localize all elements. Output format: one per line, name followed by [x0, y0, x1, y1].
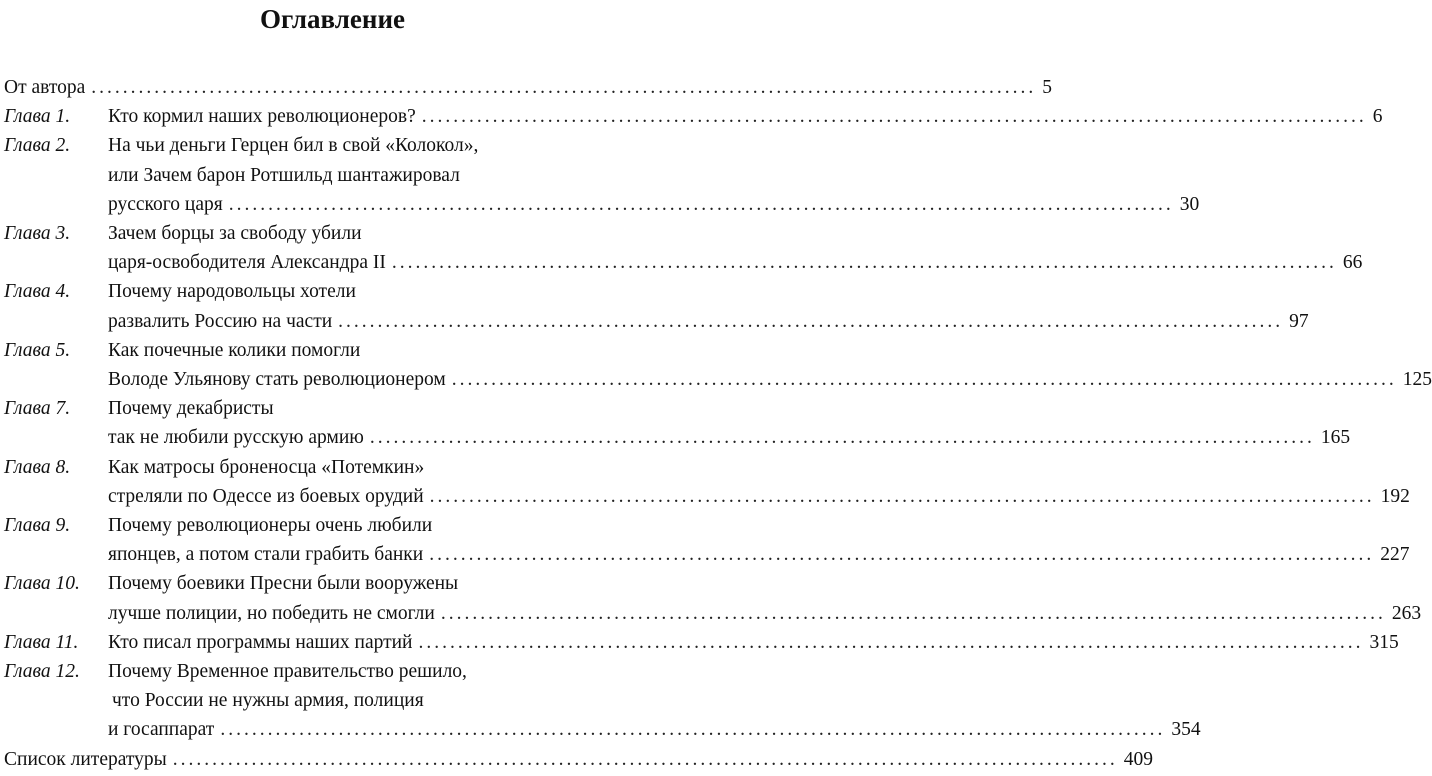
page-number: 354 — [1171, 719, 1201, 741]
chapter-title-line: Почему Временное правительство решило, — [108, 661, 467, 682]
chapter-title-line: Зачем борцы за свободу убили — [108, 223, 362, 244]
page-number: 165 — [1320, 427, 1351, 449]
chapter-title-line: японцев, а потом стали грабить банки — [108, 544, 424, 566]
toc-line — [0, 222, 663, 248]
dot-leader: ........................................................................................................................ — [338, 310, 1284, 332]
toc-line — [0, 426, 1351, 452]
toc-line — [0, 718, 1201, 744]
chapter-title-line: Список литературы — [4, 748, 167, 770]
toc-line — [0, 310, 1309, 336]
page-number: 227 — [1380, 544, 1410, 566]
toc-line — [0, 193, 1200, 219]
page-number: 125 — [1402, 369, 1432, 390]
chapter-number: Глава 10. — [4, 573, 80, 595]
toc-line — [0, 397, 663, 423]
page-number: 409 — [1123, 748, 1153, 770]
chapter-title-line: Кто писал программы наших партий — [108, 631, 413, 653]
chapter-title-line: Как матросы броненосца «Потемкин» — [108, 456, 425, 478]
dot-leader: ........................................................................................................................ — [429, 485, 1375, 507]
chapter-title-line: и госаппарат — [108, 719, 215, 741]
chapter-title-line: или Зачем барон Ротшильд шантажировал — [108, 164, 460, 186]
chapter-title-line: что России не нужны армия, полиция — [112, 690, 424, 712]
page-number: 263 — [1391, 602, 1422, 624]
chapter-title-line: На чьи деньги Герцен бил в свой «Колокол», — [108, 135, 479, 157]
chapter-number: Глава 2. — [4, 135, 71, 157]
toc-line — [0, 164, 663, 190]
toc-line — [0, 280, 663, 306]
dot-leader: ........................................................................................................................ — [451, 369, 1397, 390]
dot-leader: ........................................................................................................................ — [220, 719, 1166, 741]
toc-line — [0, 456, 663, 482]
toc-line — [0, 339, 663, 365]
dot-leader: ........................................................................................................................ — [369, 427, 1315, 449]
toc-line — [0, 485, 1410, 511]
toc-line — [0, 76, 1053, 102]
chapter-title-line: Кто кормил наших революционеров? — [108, 106, 416, 128]
chapter-title-line: Почему народовольцы хотели — [108, 281, 356, 303]
toc-line — [0, 572, 663, 598]
dot-leader: ........................................................................................................................ — [391, 252, 1337, 274]
page-number: 6 — [1372, 106, 1383, 128]
page-number: 66 — [1342, 252, 1363, 274]
chapter-number: Глава 8. — [4, 456, 71, 478]
page-number: 315 — [1369, 631, 1399, 653]
dot-leader: ........................................................................................................................ — [91, 77, 1037, 98]
chapter-title-line: русского царя — [108, 193, 223, 215]
toc-line — [0, 368, 1432, 394]
toc-line — [0, 660, 663, 686]
chapter-title-line: Почему боевики Пресни были вооружены — [108, 573, 459, 595]
chapter-title-line: Почему революционеры очень любили — [108, 515, 433, 536]
chapter-number: Глава 9. — [4, 515, 71, 536]
chapter-title-line: Почему декабристы — [108, 398, 274, 420]
chapter-title-line: развалить Россию на части — [108, 310, 333, 332]
chapter-title-line: царя-освободителя Александра II — [108, 252, 386, 274]
page-number: 192 — [1380, 485, 1410, 507]
dot-leader: ........................................................................................................................ — [440, 602, 1386, 624]
toc-line — [0, 689, 663, 715]
chapter-title-line: так не любили русскую армию — [108, 427, 364, 449]
page-number: 5 — [1042, 77, 1053, 98]
chapter-number: Глава 12. — [4, 661, 80, 682]
chapter-number: Глава 7. — [4, 398, 71, 420]
chapter-title-line: Володе Ульянову стать революционером — [108, 369, 446, 390]
dot-leader: ........................................................................................................................ — [418, 631, 1364, 653]
chapter-number: Глава 11. — [4, 631, 79, 653]
toc-line — [0, 543, 1410, 569]
dot-leader: ........................................................................................................................ — [421, 106, 1367, 128]
page-number: 30 — [1179, 193, 1200, 215]
chapter-number: Глава 5. — [4, 339, 71, 361]
toc-line — [0, 105, 1383, 131]
toc-line — [0, 602, 1422, 628]
chapter-title-line: лучше полиции, но победить не смогли — [108, 602, 435, 624]
toc-line — [0, 514, 663, 540]
toc-line — [0, 251, 1363, 277]
toc-line — [0, 134, 663, 160]
chapter-title-line: Как почечные колики помогли — [108, 339, 361, 361]
chapter-title-line: стреляли по Одессе из боевых орудий — [108, 485, 424, 507]
page-number: 97 — [1289, 310, 1309, 332]
chapter-number: Глава 3. — [4, 223, 71, 244]
chapter-title-line: От автора — [4, 77, 86, 98]
dot-leader: ........................................................................................................................ — [429, 544, 1375, 566]
dot-leader: ........................................................................................................................ — [228, 193, 1174, 215]
chapter-number: Глава 1. — [4, 106, 71, 128]
toc-line — [0, 748, 1153, 774]
toc-line — [0, 631, 1399, 657]
chapter-number: Глава 4. — [4, 281, 71, 303]
page-title: Оглавление — [260, 4, 405, 34]
dot-leader: ........................................................................................................................ — [172, 748, 1118, 770]
